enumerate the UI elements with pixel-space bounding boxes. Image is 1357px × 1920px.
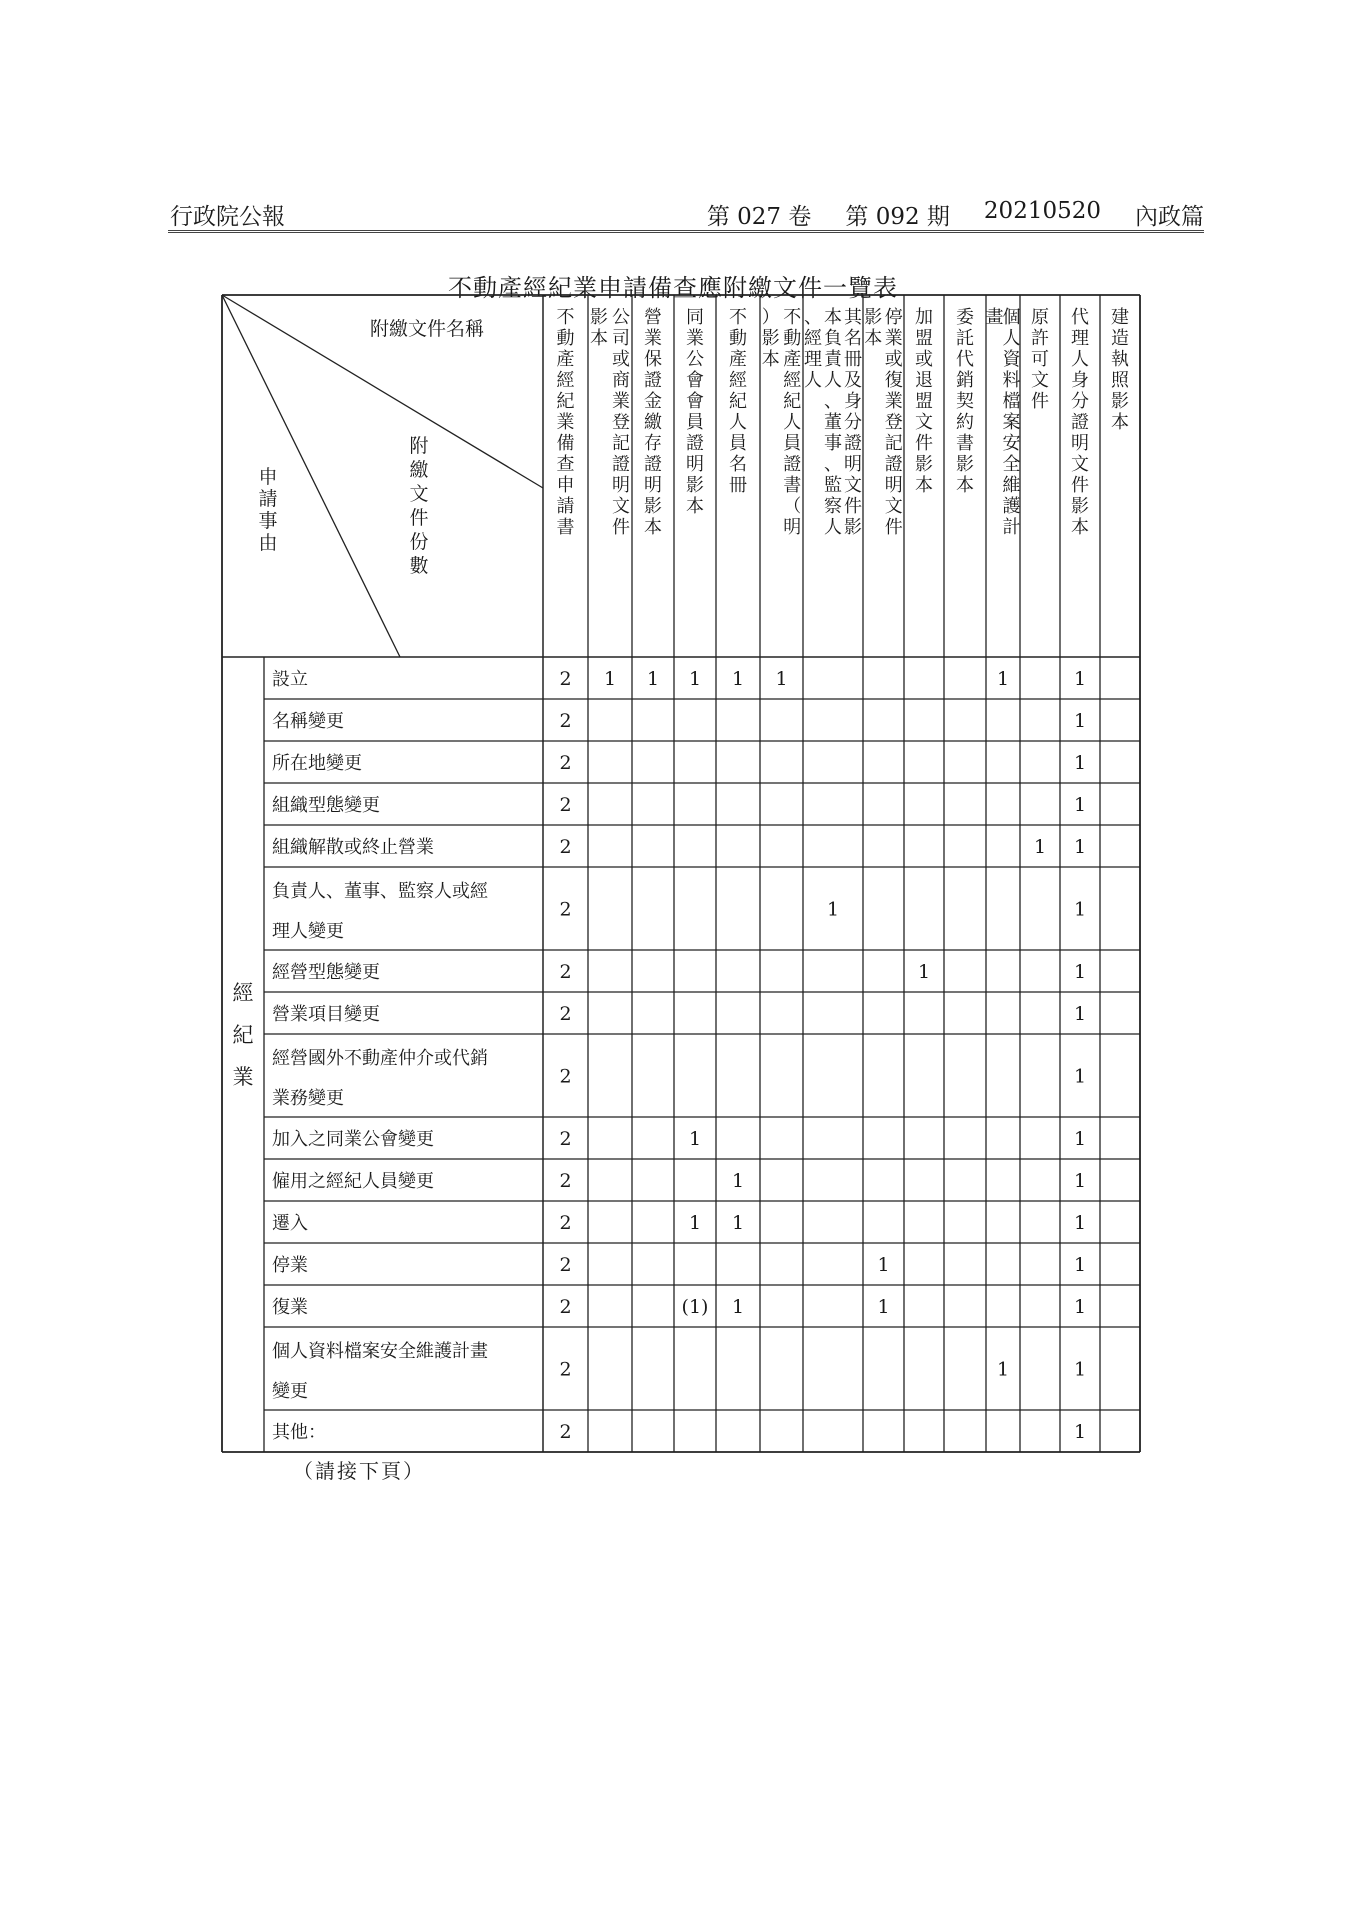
row-reason: 所在地變更 [272, 753, 362, 774]
section-name: 內政篇 [1135, 204, 1204, 230]
svg-text:影: 影 [956, 454, 974, 475]
svg-text:影: 影 [864, 307, 883, 328]
row-reason [271, 1341, 488, 1402]
cell-value: 1 [877, 1254, 890, 1276]
svg-text:登: 登 [612, 412, 630, 433]
row-reason: 停業 [272, 1255, 308, 1276]
svg-text:紀: 紀 [232, 1023, 254, 1047]
svg-text:明: 明 [783, 517, 802, 538]
svg-text:動: 動 [556, 328, 575, 349]
table-title: 不動產經紀業申請備查應附繳文件一覽表 [448, 274, 898, 302]
svg-text:、: 、 [824, 391, 842, 412]
svg-text:責: 責 [824, 349, 842, 370]
cell-value: 2 [559, 1065, 572, 1088]
svg-text:本: 本 [686, 496, 704, 517]
svg-text:分: 分 [1071, 391, 1089, 412]
svg-text:證: 證 [612, 454, 630, 475]
column-header [864, 307, 903, 538]
svg-text:復: 復 [884, 370, 903, 391]
svg-text:業: 業 [884, 328, 903, 349]
svg-text:文: 文 [884, 496, 903, 517]
corner-diagonal [222, 295, 400, 657]
svg-text:人: 人 [1071, 349, 1089, 370]
svg-text:件: 件 [1031, 391, 1049, 412]
cell-value: 2 [559, 752, 572, 774]
svg-text:（: （ [783, 496, 802, 517]
svg-text:會: 會 [686, 391, 704, 412]
svg-text:業: 業 [556, 412, 575, 433]
svg-text:照: 照 [1111, 370, 1129, 391]
svg-text:造: 造 [1111, 328, 1129, 349]
svg-text:證: 證 [844, 433, 862, 454]
svg-text:書: 書 [956, 433, 974, 454]
cell-value: 1 [1073, 710, 1087, 732]
cell-value: 1 [775, 668, 788, 690]
svg-text:業: 業 [686, 328, 704, 349]
svg-text:本: 本 [824, 307, 842, 328]
svg-text:證: 證 [1071, 412, 1089, 433]
svg-text:員: 員 [729, 433, 747, 454]
cell-value: 1 [1073, 668, 1087, 690]
cell-value: 2 [559, 1254, 572, 1276]
svg-text:變更: 變更 [272, 1381, 308, 1402]
svg-text:繳: 繳 [644, 412, 662, 433]
svg-text:銷: 銷 [956, 370, 974, 391]
svg-text:員: 員 [686, 412, 704, 433]
column-header [729, 307, 747, 496]
cell-value: 1 [731, 668, 745, 690]
cell-value: 1 [877, 1296, 890, 1318]
cell-value: 2 [559, 710, 572, 732]
cell-value: 1 [731, 1170, 745, 1192]
svg-text:檔: 檔 [1002, 391, 1021, 412]
svg-text:業: 業 [612, 391, 630, 412]
svg-text:明: 明 [612, 475, 630, 496]
svg-text:事: 事 [258, 510, 278, 532]
svg-text:人: 人 [824, 517, 842, 538]
cell-value: 2 [559, 1170, 572, 1192]
svg-text:人: 人 [824, 370, 842, 391]
svg-text:許: 許 [1031, 328, 1049, 349]
svg-text:代: 代 [956, 349, 974, 370]
svg-text:動: 動 [783, 328, 802, 349]
svg-text:本: 本 [1111, 412, 1129, 433]
cell-value: 1 [1073, 1358, 1087, 1381]
column-header [590, 307, 630, 538]
svg-text:文: 文 [915, 412, 933, 433]
svg-text:代: 代 [1071, 307, 1089, 328]
svg-text:公: 公 [686, 349, 704, 370]
svg-text:察: 察 [824, 496, 842, 517]
svg-text:理: 理 [1071, 328, 1089, 349]
cell-value: 2 [559, 794, 572, 816]
svg-text:人: 人 [804, 370, 822, 391]
svg-text:記: 記 [884, 433, 903, 454]
svg-text:份: 份 [409, 531, 429, 553]
svg-text:明: 明 [1071, 433, 1089, 454]
column-header [804, 307, 863, 538]
svg-text:加: 加 [915, 307, 933, 328]
svg-text:名: 名 [729, 454, 747, 475]
cell-value: 1 [688, 1128, 702, 1150]
svg-text:營: 營 [644, 307, 662, 328]
svg-text:）: ） [761, 307, 780, 328]
cell-value: 1 [1073, 1170, 1087, 1192]
cell-value: 1 [731, 1212, 745, 1234]
svg-text:產: 產 [783, 349, 802, 370]
svg-text:業: 業 [884, 391, 903, 412]
cell-value: 1 [1073, 1421, 1087, 1443]
svg-text:件: 件 [612, 517, 630, 538]
svg-text:事: 事 [824, 433, 842, 454]
svg-text:明: 明 [644, 475, 662, 496]
svg-text:本: 本 [915, 475, 933, 496]
corner-doc-name-label: 附繳文件名稱 [370, 318, 485, 340]
svg-text:公: 公 [612, 307, 630, 328]
svg-text:件: 件 [844, 496, 862, 517]
svg-text:護: 護 [1002, 496, 1021, 517]
svg-text:理人變更: 理人變更 [272, 921, 344, 942]
svg-text:或: 或 [915, 349, 933, 370]
column-header [644, 307, 662, 538]
cell-value: 1 [603, 668, 617, 690]
svg-text:監: 監 [824, 475, 842, 496]
svg-text:冊: 冊 [729, 475, 747, 496]
row-reason: 經營型態變更 [272, 962, 380, 983]
svg-text:文: 文 [844, 475, 862, 496]
svg-text:約: 約 [956, 412, 974, 433]
svg-text:同: 同 [686, 307, 704, 328]
cell-value: 1 [731, 1296, 745, 1318]
cell-value: 2 [559, 961, 572, 983]
cell-value: 2 [559, 1212, 572, 1234]
row-reason: 營業項目變更 [272, 1004, 380, 1025]
svg-text:不: 不 [556, 307, 575, 328]
svg-text:影: 影 [844, 517, 862, 538]
svg-text:附: 附 [409, 435, 429, 457]
svg-text:司: 司 [612, 328, 630, 349]
svg-text:紀: 紀 [783, 391, 802, 412]
svg-text:產: 產 [556, 349, 575, 370]
svg-text:文: 文 [1031, 370, 1049, 391]
row-reason [272, 1048, 488, 1109]
svg-text:存: 存 [644, 433, 662, 454]
svg-text:影: 影 [1111, 391, 1129, 412]
publication-name: 行政院公報 [170, 204, 285, 230]
cell-value: 1 [996, 668, 1010, 690]
svg-text:由: 由 [258, 532, 278, 554]
svg-text:數: 數 [409, 555, 429, 577]
cell-value: 1 [1073, 961, 1087, 983]
svg-text:本: 本 [590, 328, 608, 349]
column-header [686, 307, 704, 517]
column-header [956, 307, 974, 496]
cell-value: 1 [1073, 794, 1087, 816]
cell-value: 1 [1073, 836, 1087, 858]
issue-number: 第 092 期 [845, 204, 950, 230]
svg-text:經: 經 [556, 370, 575, 391]
svg-text:業: 業 [232, 1065, 254, 1089]
svg-text:董: 董 [824, 412, 842, 433]
svg-text:人: 人 [729, 412, 747, 433]
row-reason [272, 881, 488, 942]
svg-text:身: 身 [1071, 370, 1089, 391]
row-reason: 遷入 [272, 1213, 308, 1234]
issue-date: 20210520 [983, 198, 1101, 224]
cell-value: 1 [1073, 1003, 1087, 1025]
svg-text:業: 業 [644, 328, 662, 349]
cell-value: 1 [996, 1358, 1010, 1381]
svg-text:本: 本 [761, 349, 780, 370]
row-reason: 組織型態變更 [272, 795, 380, 816]
svg-text:申: 申 [556, 475, 575, 496]
svg-text:經: 經 [232, 981, 254, 1005]
svg-text:書: 書 [783, 475, 802, 496]
svg-text:件: 件 [1071, 475, 1089, 496]
svg-text:動: 動 [729, 328, 747, 349]
svg-text:影: 影 [915, 454, 933, 475]
cell-value: 1 [1073, 1212, 1087, 1234]
svg-text:不: 不 [783, 307, 802, 328]
column-header [1031, 307, 1049, 412]
svg-text:料: 料 [1002, 370, 1021, 391]
svg-text:紀: 紀 [556, 391, 575, 412]
svg-text:文: 文 [409, 483, 429, 505]
svg-text:證: 證 [686, 433, 704, 454]
svg-text:影: 影 [686, 475, 704, 496]
svg-text:退: 退 [915, 370, 933, 391]
svg-text:備: 備 [556, 433, 575, 454]
cell-value: 2 [559, 1358, 572, 1381]
cell-value: 2 [559, 898, 572, 921]
svg-text:維: 維 [1002, 475, 1021, 496]
cell-value: 1 [688, 668, 702, 690]
svg-text:請: 請 [556, 496, 575, 517]
svg-text:件: 件 [409, 507, 429, 529]
cell-value: 1 [646, 668, 660, 690]
svg-text:件: 件 [915, 433, 933, 454]
svg-text:執: 執 [1111, 349, 1129, 370]
cell-value: 2 [559, 1421, 572, 1443]
svg-text:或: 或 [612, 349, 630, 370]
cell-value: 2 [559, 1003, 572, 1025]
svg-text:及: 及 [844, 370, 862, 391]
svg-text:請: 請 [258, 488, 278, 510]
svg-text:分: 分 [844, 412, 862, 433]
column-header [557, 307, 575, 538]
svg-text:冊: 冊 [844, 349, 862, 370]
row-reason: 復業 [272, 1297, 308, 1318]
svg-text:原: 原 [1031, 307, 1049, 328]
svg-text:盟: 盟 [915, 328, 933, 349]
svg-text:紀: 紀 [729, 391, 747, 412]
svg-text:本: 本 [1071, 517, 1089, 538]
svg-text:本: 本 [644, 517, 662, 538]
column-header [915, 307, 933, 496]
row-reason: 名稱變更 [272, 711, 344, 732]
category-label [233, 981, 254, 1089]
row-reason: 組織解散或終止營業 [272, 837, 434, 858]
svg-text:文: 文 [612, 496, 630, 517]
svg-text:、: 、 [824, 454, 842, 475]
row-reason: 設立 [272, 669, 308, 690]
svg-text:個: 個 [1002, 307, 1021, 328]
cell-value: 2 [559, 668, 572, 690]
column-header [1071, 307, 1089, 538]
cell-value: 1 [1073, 1065, 1087, 1088]
svg-text:經: 經 [729, 370, 747, 391]
svg-text:經: 經 [804, 328, 822, 349]
svg-text:安: 安 [1002, 433, 1021, 454]
svg-text:書: 書 [556, 517, 575, 538]
svg-text:商: 商 [612, 370, 630, 391]
svg-text:證: 證 [644, 370, 662, 391]
column-header [762, 307, 802, 538]
cell-value: 1 [1073, 1296, 1087, 1318]
cell-value: 1 [1073, 1254, 1087, 1276]
row-reason: 僱用之經紀人員變更 [272, 1171, 434, 1192]
row-reason: 其他： [272, 1422, 326, 1443]
svg-text:、: 、 [804, 307, 822, 328]
svg-text:資: 資 [1002, 349, 1021, 370]
svg-text:全: 全 [1002, 454, 1021, 475]
svg-text:記: 記 [612, 433, 630, 454]
cell-value: 2 [559, 1296, 572, 1318]
svg-text:停: 停 [884, 307, 903, 328]
svg-text:明: 明 [844, 454, 862, 475]
svg-text:畫: 畫 [985, 307, 1004, 328]
svg-text:員: 員 [783, 433, 802, 454]
svg-text:契: 契 [956, 391, 974, 412]
svg-text:影: 影 [1071, 496, 1089, 517]
svg-text:身: 身 [844, 391, 862, 412]
svg-text:影: 影 [590, 307, 608, 328]
svg-text:證: 證 [644, 454, 662, 475]
svg-text:可: 可 [1031, 349, 1049, 370]
svg-text:不: 不 [729, 307, 747, 328]
svg-text:證: 證 [783, 454, 802, 475]
svg-text:本: 本 [864, 328, 883, 349]
svg-text:建: 建 [1111, 307, 1129, 328]
cell-value: 2 [559, 1128, 572, 1150]
svg-text:名: 名 [844, 328, 862, 349]
cell-value: 1 [1073, 752, 1087, 774]
svg-text:計: 計 [1002, 517, 1021, 538]
column-header [986, 307, 1022, 538]
svg-text:影: 影 [761, 328, 780, 349]
volume-number: 第 027 卷 [706, 204, 812, 230]
svg-text:人: 人 [1002, 328, 1021, 349]
cell-value: 2 [559, 836, 572, 858]
svg-text:負責人、董事、監察人或經: 負責人、董事、監察人或經 [272, 881, 488, 902]
svg-text:明: 明 [884, 475, 903, 496]
svg-text:金: 金 [644, 391, 662, 412]
svg-text:盟: 盟 [915, 391, 933, 412]
corner-reason-label [258, 466, 277, 554]
svg-text:其: 其 [844, 307, 862, 328]
svg-text:產: 產 [729, 349, 747, 370]
svg-text:案: 案 [1002, 412, 1021, 433]
column-header [1111, 307, 1130, 433]
cell-value: 1 [688, 1212, 702, 1234]
svg-text:明: 明 [686, 454, 704, 475]
svg-text:本: 本 [956, 475, 974, 496]
svg-text:人: 人 [783, 412, 802, 433]
svg-text:查: 查 [556, 454, 575, 475]
svg-text:證: 證 [884, 454, 903, 475]
svg-text:負: 負 [824, 328, 842, 349]
svg-text:文: 文 [1071, 454, 1089, 475]
row-reason: 加入之同業公會變更 [272, 1129, 434, 1150]
svg-text:業務變更: 業務變更 [272, 1088, 344, 1109]
cell-value: 1 [826, 898, 840, 921]
cell-value: (1) [681, 1296, 709, 1318]
cell-value: 1 [1073, 898, 1087, 921]
svg-text:個人資料檔案安全維護計畫: 個人資料檔案安全維護計畫 [272, 1341, 488, 1362]
svg-text:理: 理 [804, 349, 822, 370]
cell-value: 1 [1073, 1128, 1087, 1150]
svg-text:或: 或 [884, 349, 903, 370]
continued-note: （請接下頁） [293, 1459, 425, 1483]
svg-text:託: 託 [956, 328, 974, 349]
svg-text:繳: 繳 [409, 459, 429, 481]
cell-value: 1 [1033, 836, 1047, 858]
svg-text:會: 會 [686, 370, 704, 391]
svg-text:委: 委 [956, 307, 974, 328]
corner-copies-label [409, 435, 428, 577]
svg-text:保: 保 [644, 349, 662, 370]
svg-text:經: 經 [783, 370, 802, 391]
svg-text:申: 申 [258, 466, 278, 488]
svg-text:登: 登 [884, 412, 903, 433]
svg-text:經營國外不動產仲介或代銷: 經營國外不動產仲介或代銷 [272, 1048, 488, 1069]
svg-text:件: 件 [884, 517, 903, 538]
cell-value: 1 [917, 961, 931, 983]
svg-text:影: 影 [644, 496, 662, 517]
